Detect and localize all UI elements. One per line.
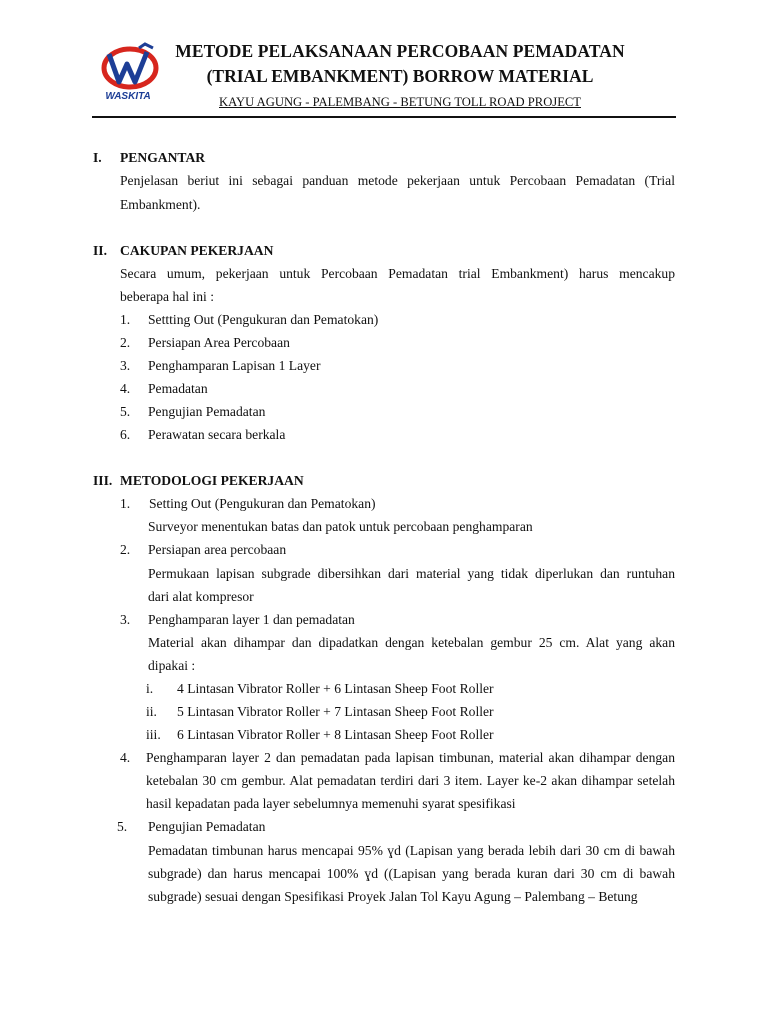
step-3-number: 3. — [120, 612, 131, 627]
step-3-description-line2: dipakai : — [148, 658, 196, 673]
list-item-number: 1. — [120, 312, 131, 327]
step-4-number: 4. — [120, 750, 131, 765]
step-5-line1: Pemadatan timbunan harus mencapai 95% ɣd (Lapisan yang berada lebih dari 30 cm di bawah — [148, 843, 675, 858]
roman-item-text: 5 Lintasan Vibrator Roller + 7 Lintasan Sheep Foot Roller — [177, 704, 494, 719]
section-2-paragraph-line1: Secara umum, pekerjaan untuk Percobaan Pemadatan trial Embankment) harus mencakup — [120, 266, 675, 281]
step-3-title: Penghamparan layer 1 dan pemadatan — [148, 612, 355, 627]
step-1-number: 1. — [120, 496, 131, 511]
project-subtitle: KAYU AGUNG - PALEMBANG - BETUNG TOLL ROAD PROJECT — [219, 95, 581, 109]
list-item-text: Persiapan Area Percobaan — [148, 335, 290, 350]
logo-wordmark: WASKITA — [105, 91, 151, 102]
roman-item-number: i. — [146, 681, 154, 696]
section-3-heading: METODOLOGI PEKERJAAN — [120, 473, 304, 488]
section-1-number: I. — [93, 150, 102, 165]
roman-item-number: iii. — [146, 727, 161, 742]
step-1-title: Setting Out (Pengukuran dan Pematokan) — [149, 496, 376, 511]
step-2-description-line2: dari alat kompresor — [148, 589, 254, 604]
step-2-title: Persiapan area percobaan — [148, 542, 287, 557]
document-title-line1: METODE PELAKSANAAN PERCOBAAN PEMADATAN — [175, 41, 625, 61]
step-5-number: 5. — [117, 819, 128, 834]
step-2-number: 2. — [120, 542, 131, 557]
step-5-title: Pengujian Pemadatan — [148, 819, 266, 834]
step-5-line3: subgrade) sesuai dengan Spesifikasi Proyek Jalan Tol Kayu Agung – Palembang – Betung — [148, 889, 638, 904]
list-item-number: 2. — [120, 335, 131, 350]
list-item-text: Perawatan secara berkala — [148, 427, 286, 442]
list-item-number: 4. — [120, 381, 131, 396]
list-item-number: 6. — [120, 427, 131, 442]
section-1-heading: PENGANTAR — [120, 150, 206, 165]
step-1-description: Surveyor menentukan batas dan patok untuk percobaan penghamparan — [148, 519, 533, 534]
roman-item-number: ii. — [146, 704, 157, 719]
step-4-line1: Penghamparan layer 2 dan pemadatan pada lapisan timbunan, material akan dihampar dengan — [146, 750, 675, 765]
step-4-line2: ketebalan 30 cm gembur. Alat pemadatan terdiri dari 3 item. Layer ke-2 akan dihampar setelah — [146, 773, 675, 788]
step-2-description-line1: Permukaan lapisan subgrade dibersihkan dari material yang tidak diperlukan dan runtuhan — [148, 566, 675, 581]
list-item-text: Settting Out (Pengukuran dan Pematokan) — [148, 312, 379, 327]
section-1-paragraph-line2: Embankment). — [120, 197, 201, 212]
section-2-heading: CAKUPAN PEKERJAAN — [120, 243, 274, 258]
list-item-number: 3. — [120, 358, 131, 373]
section-1-paragraph-line1: Penjelasan beriut ini sebagai panduan metode pekerjaan untuk Percobaan Pemadatan (Trial — [120, 173, 675, 188]
step-3-description-line1: Material akan dihampar dan dipadatkan dengan ketebalan gembur 25 cm. Alat yang akan — [148, 635, 675, 650]
list-item-number: 5. — [120, 404, 131, 419]
roman-item-text: 4 Lintasan Vibrator Roller + 6 Lintasan Sheep Foot Roller — [177, 681, 494, 696]
section-3-number: III. — [93, 473, 113, 488]
section-2-number: II. — [93, 243, 107, 258]
document-title-line2: (TRIAL EMBANKMENT) BORROW MATERIAL — [206, 66, 594, 86]
roman-item-text: 6 Lintasan Vibrator Roller + 8 Lintasan Sheep Foot Roller — [177, 727, 494, 742]
list-item-text: Pemadatan — [148, 381, 208, 396]
header-divider — [92, 116, 676, 118]
waskita-logo — [95, 42, 161, 102]
step-5-line2: subgrade) dan harus mencapai 100% ɣd ((Lapisan yang berada kuran dari 30 cm di bawah — [148, 866, 675, 881]
list-item-text: Penghamparan Lapisan 1 Layer — [148, 358, 321, 373]
step-4-line3: hasil kepadatan pada layer sebelumnya memenuhi syarat spesifikasi — [146, 796, 516, 811]
list-item-text: Pengujian Pemadatan — [148, 404, 266, 419]
section-2-paragraph-line2: beberapa hal ini : — [120, 289, 214, 304]
